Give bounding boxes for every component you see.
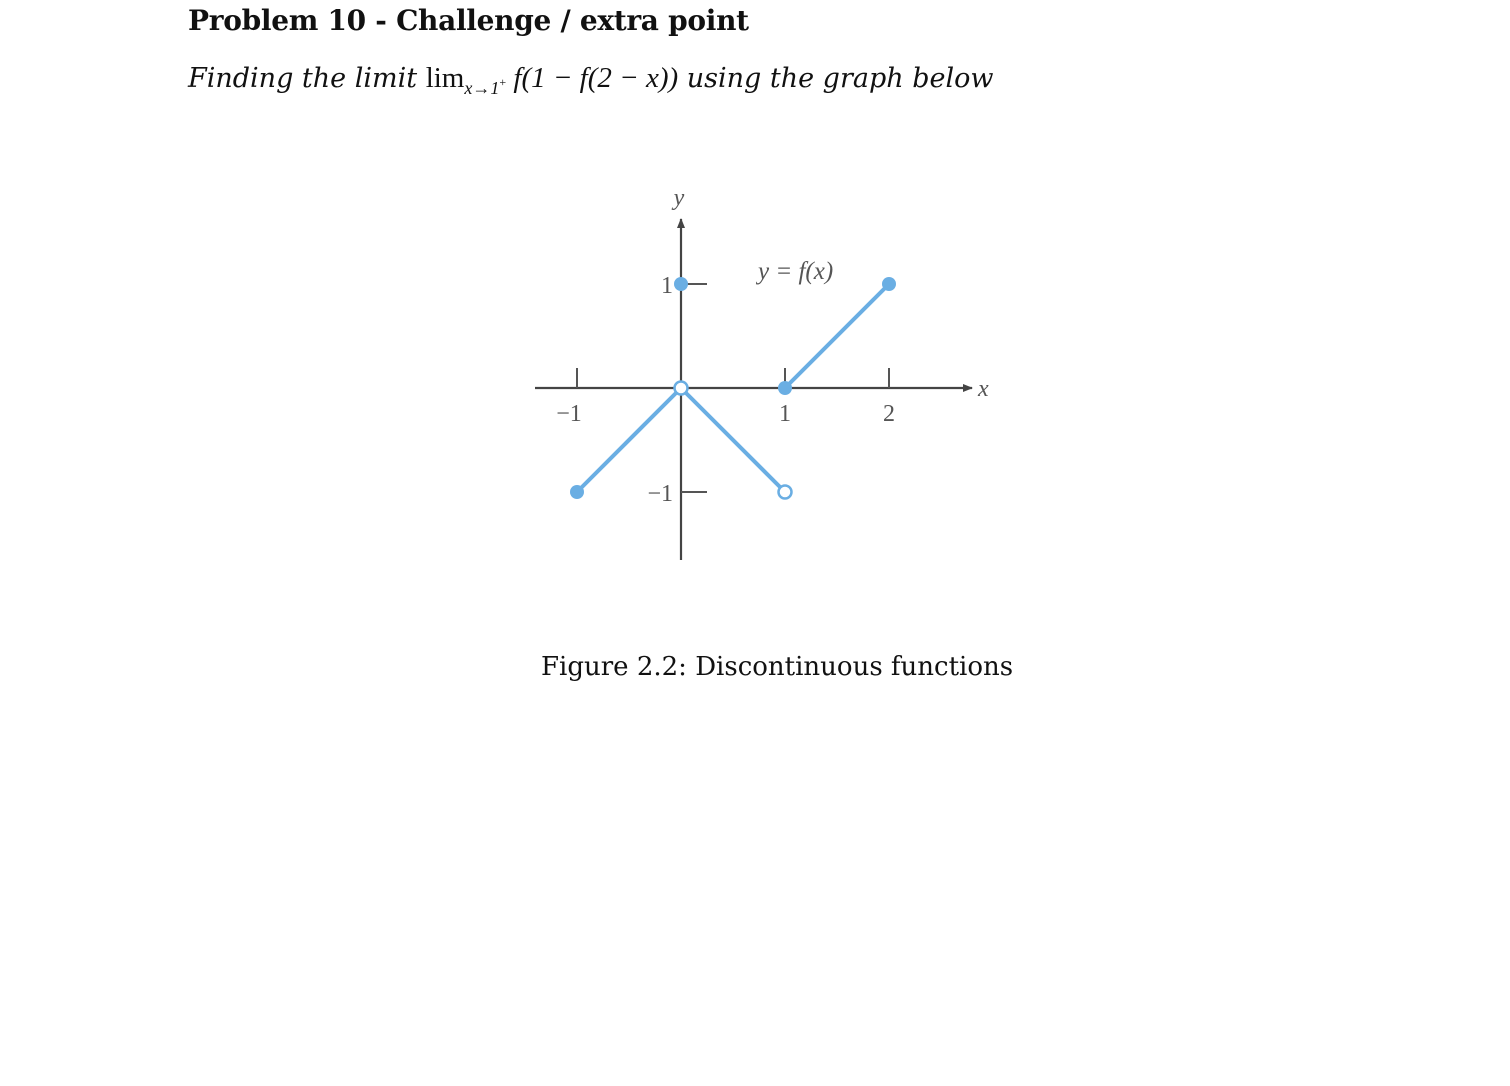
problem-title: Problem 10 - Challenge / extra point <box>188 4 749 37</box>
closed-point-0 <box>570 485 584 499</box>
segment-middle <box>681 388 785 492</box>
figure-caption: Figure 2.2: Discontinuous functions <box>541 652 1014 682</box>
x-tick-label-0: −1 <box>556 401 582 427</box>
closed-point-2 <box>778 381 792 395</box>
function-label: y = f(x) <box>758 258 834 285</box>
lim-subscript: x→1+ <box>464 75 507 98</box>
open-point-0 <box>675 382 688 395</box>
statement-prefix: Finding the limit <box>188 63 426 94</box>
problem-statement <box>188 62 993 99</box>
x-tick-label-1: 1 <box>779 401 791 427</box>
y-tick-label-1: −1 <box>647 481 673 507</box>
x-axis-label: x <box>978 376 989 402</box>
y-axis-label: y <box>673 185 685 211</box>
open-point-1 <box>779 486 792 499</box>
segment-right <box>785 284 889 388</box>
limit-function-expression: f(1 − f(2 − x)) <box>513 62 679 94</box>
x-tick-label-2: 2 <box>883 401 895 427</box>
function-graph <box>520 175 1000 575</box>
limit-expression <box>425 62 679 98</box>
closed-point-3 <box>882 277 896 291</box>
lim-operator: lim <box>425 62 465 94</box>
statement-suffix: using the graph below <box>678 63 994 94</box>
y-tick-label-0: 1 <box>661 273 673 299</box>
closed-point-1 <box>674 277 688 291</box>
segment-left <box>577 388 681 492</box>
